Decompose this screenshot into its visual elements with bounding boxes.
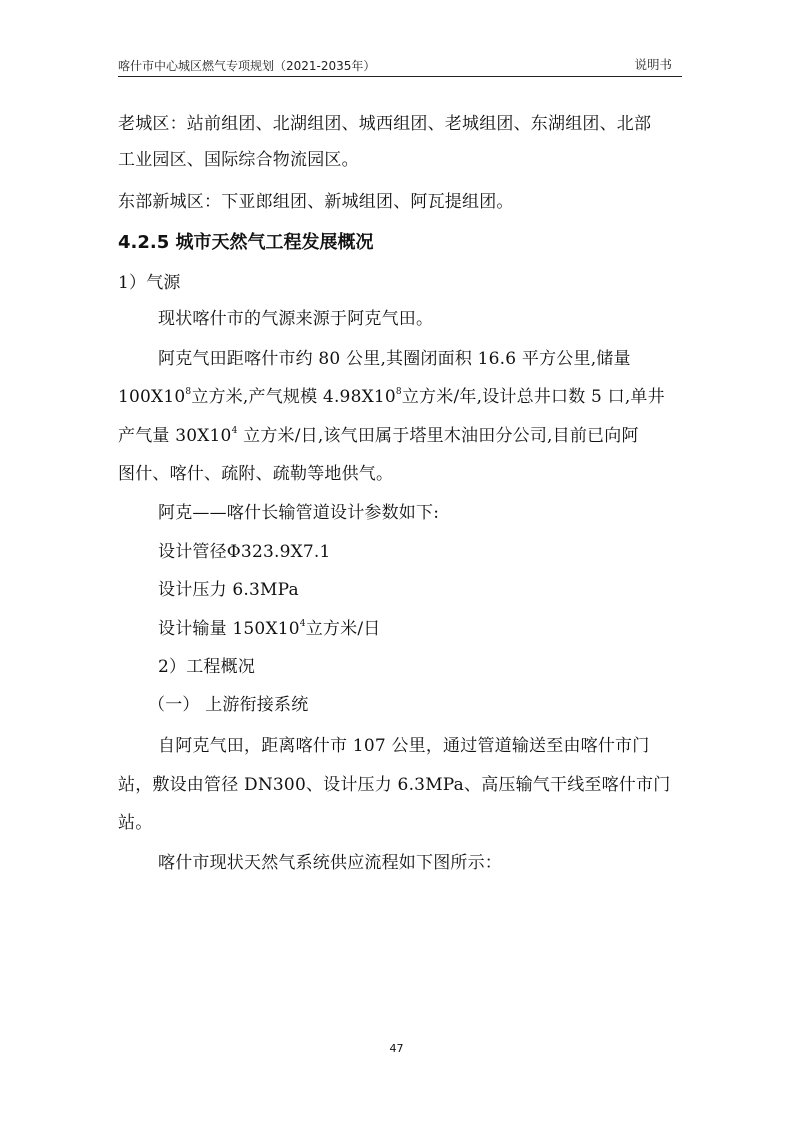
paragraph-line: 站，敷设由管径 DN300、设计压力 6.3MPa、高压输气干线至喀什市门 [118, 775, 671, 795]
paragraph-line [158, 614, 380, 639]
paragraph-line: 2）工程概况 [158, 657, 256, 677]
text-run: 100X10 [118, 387, 186, 407]
paragraph-line: 站。 [118, 813, 153, 833]
paragraph-line: 1）气源 [118, 273, 181, 293]
text-run: 设计输量 150X10 [158, 619, 300, 639]
page-number: 47 [389, 1042, 404, 1055]
header-doc-type: 说明书 [634, 57, 672, 72]
paragraph-line: 工业园区、国际综合物流园区。 [118, 150, 359, 170]
paragraph-line: 设计压力 6.3MPa [158, 580, 299, 600]
header-divider [118, 76, 682, 77]
paragraph-line: 喀什市现状天然气系统供应流程如下图所示： [158, 853, 502, 873]
page-header [118, 54, 680, 74]
paragraph-line: （一） 上游衔接系统 [148, 695, 309, 715]
text-run: 立方米/年,设计总井口数 5 口,单井 [401, 387, 665, 407]
text-run: 产气量 30X10 [118, 426, 232, 446]
superscript: 4 [299, 619, 306, 629]
section-heading: 4.2.5 城市天然气工程发展概况 [118, 232, 374, 253]
paragraph-line [118, 421, 639, 446]
paragraph-line: 图什、喀什、疏附、疏勒等地供气。 [118, 464, 394, 484]
header-title: 喀什市中心城区燃气专项规划（2021-2035年） [118, 59, 376, 73]
text-run: 立方米/日,该气田属于塔里木油田分公司,目前已向阿 [237, 426, 639, 446]
paragraph-line: 自阿克气田，距离喀什市 107 公里，通过管道输送至由喀什市门 [158, 736, 650, 756]
paragraph-line: 老城区：站前组团、北湖组团、城西组团、老城组团、东湖组团、北部 [118, 114, 652, 134]
text-run: 立方米,产气规模 4.98X10 [191, 387, 396, 407]
superscript: 8 [395, 387, 402, 397]
text-run: 立方米/日 [305, 619, 381, 639]
superscript: 4 [231, 426, 238, 436]
paragraph-line: 阿克——喀什长输管道设计参数如下: [158, 503, 440, 523]
paragraph-line: 东部新城区：下亚郎组团、新城组团、阿瓦提组团。 [118, 192, 514, 212]
superscript: 8 [185, 387, 192, 397]
paragraph-line: 现状喀什市的气源来源于阿克气田。 [158, 309, 434, 329]
paragraph-line: 设计管径Φ323.9X7.1 [158, 542, 331, 562]
paragraph-line: 阿克气田距喀什市约 80 公里,其圈闭面积 16.6 平方公里,储量 [158, 349, 631, 369]
paragraph-line [118, 382, 665, 407]
